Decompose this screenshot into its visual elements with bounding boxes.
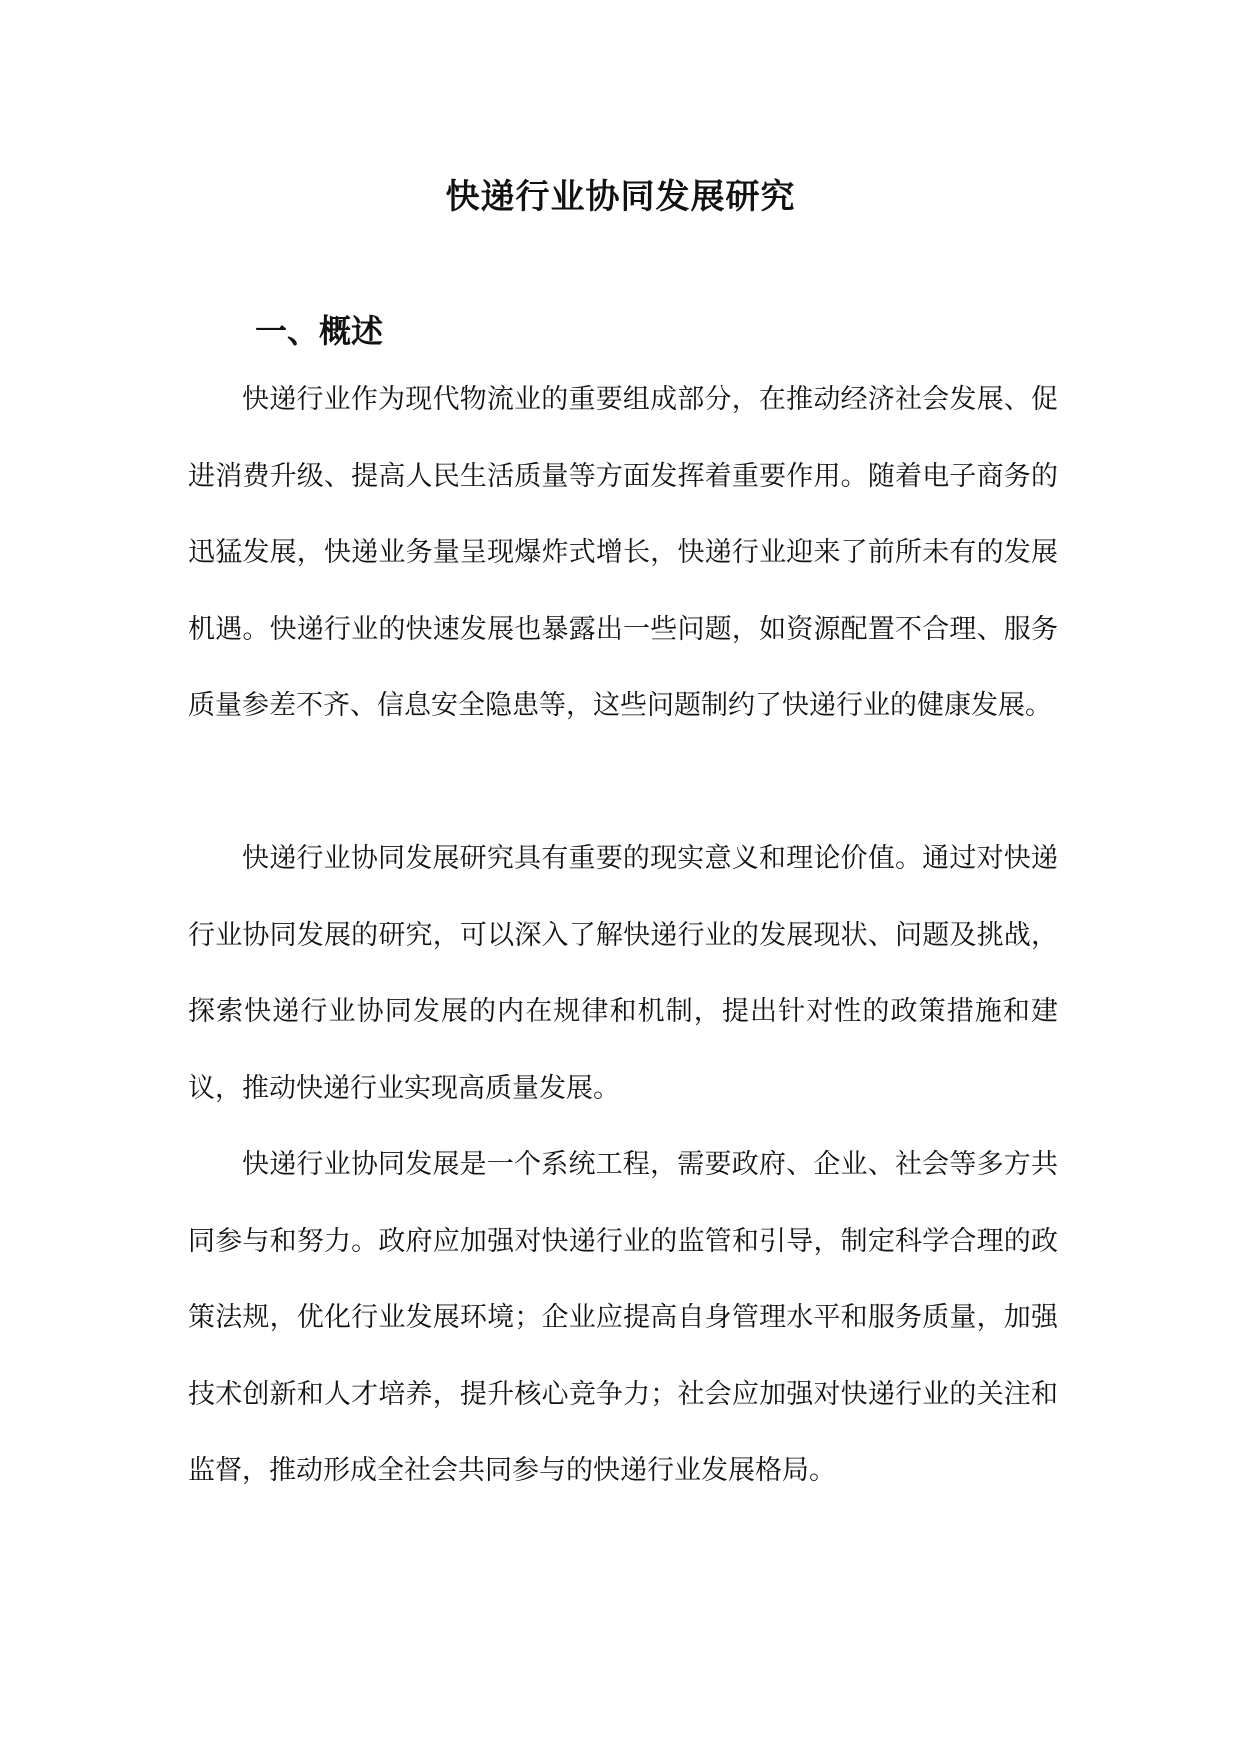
- section-heading: 一、概述: [255, 311, 384, 350]
- page-title: 快递行业协同发展研究: [445, 176, 796, 217]
- body-paragraph: 快递行业协同发展研究具有重要的现实意义和理论价值。通过对快递行业协同发展的研究，可以深入了解快递行业的发展现状、问题及挑战，探索快递行业协同发展的内在规律和机制，提出针对性的政策措施和建议，推动快递行业实现高质量发展。: [188, 843, 1058, 1104]
- body-paragraph: 快递行业协同发展是一个系统工程，需要政府、企业、社会等多方共同参与和努力。政府应加强对快递行业的监管和引导，制定科学合理的政策法规，优化行业发展环境；企业应提高自身管理水平和服务质量，加强技术创新和人才培养，提升核心竞争力；社会应加强对快递行业的关注和监督，推动形成全社会共同参与的快递行业发展格局。: [188, 1149, 1058, 1486]
- body-paragraph: 快递行业作为现代物流业的重要组成部分，在推动经济社会发展、促进消费升级、提高人民生活质量等方面发挥着重要作用。随着电子商务的迅猛发展，快递业务量呈现爆炸式增长，快递行业迎来了前所未有的发展机遇。快递行业的快速发展也暴露出一些问题，如资源配置不合理、服务质量参差不齐、信息安全隐患等，这些问题制约了快递行业的健康发展。: [188, 384, 1058, 721]
